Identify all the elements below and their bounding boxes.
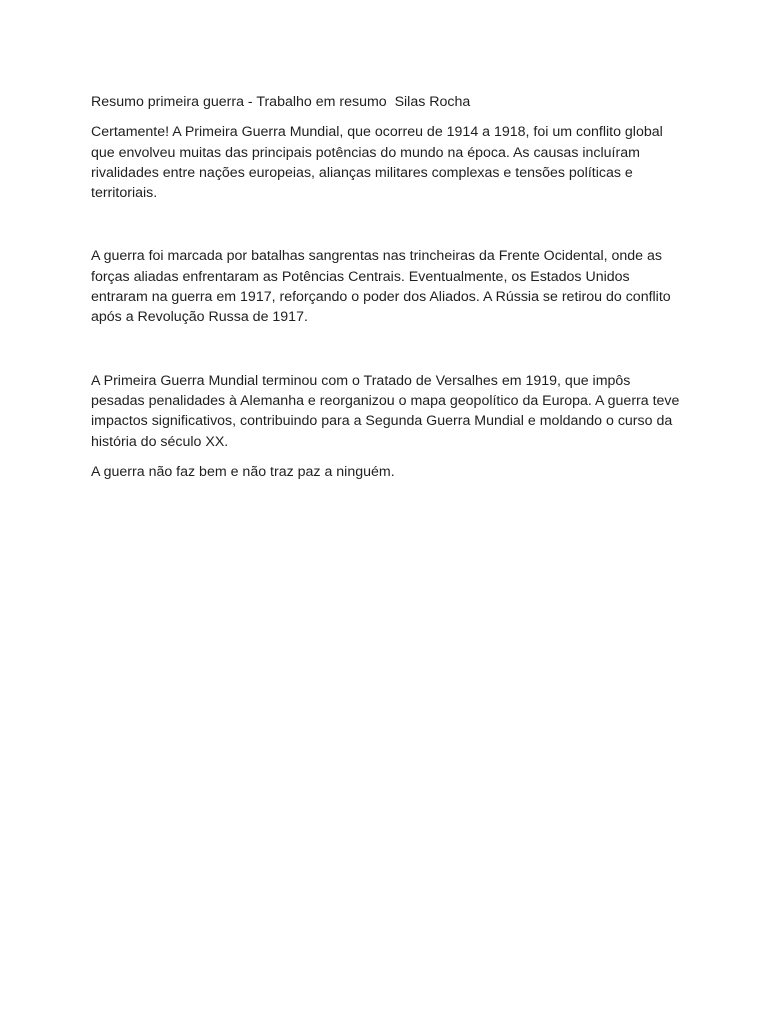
paragraph-1: Certamente! A Primeira Guerra Mundial, que ocorreu de 1914 a 1918, foi um conflito global que envolveu muitas das principais potências do mundo na época. As causas incluíram rivalidades entre nações europeias, alianças militares complexas e tensões políticas e territoriais.: [91, 124, 663, 202]
paragraph-2: A guerra foi marcada por batalhas sangrentas nas trincheiras da Frente Ocidental, onde as forças aliadas enfrentaram as Potências Centrais. Eventualmente, os Estados Unidos entraram na guerra em 1917, reforçando o poder dos Aliados. A Rússia se retirou do conflito após a Revolução Russa de 1917.: [91, 248, 671, 326]
document-body: [91, 92, 681, 482]
document-title: Resumo primeira guerra - Trabalho em resumo Silas Rocha: [91, 94, 471, 110]
paragraph-3: A Primeira Guerra Mundial terminou com o Tratado de Versalhes em 1919, que impôs pesadas penalidades à Alemanha e reorganizou o mapa geopolítico da Europa. A guerra teve impactos significativos, contribuindo para a Segunda Guerra Mundial e moldando o curso da história do século XX.: [91, 372, 680, 450]
paragraph-4: A guerra não faz bem e não traz paz a ninguém.: [91, 463, 395, 480]
